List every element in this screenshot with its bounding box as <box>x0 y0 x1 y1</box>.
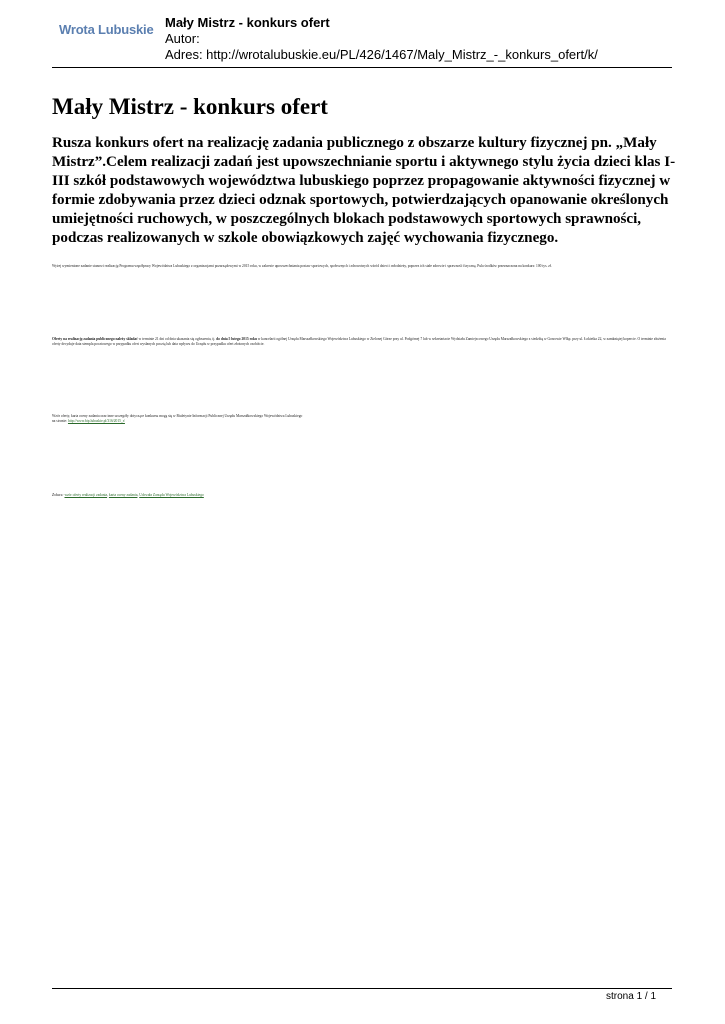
deadline-rest: w kancelarii ogólnej Urzędu Marszałkowskiego Województwa Lubuskiego w Zielonej Górze przy ul. Podgórnej 7 lub w sekretariacie Wydziału Zamiejscowego Urzędu Marszałkowskiego z siedzibą w Gorzowie Wlkp. przy ul. Łokietka 22, w zamkniętej kopercie. O terminie złożenia oferty decyduje data stempla pocztowego w przypadku ofert wysłanych pocztą lub data wpływu do Urzędu w przypadku ofert złożonych osobiście. <box>52 337 666 346</box>
header-divider <box>52 67 672 68</box>
bip-text: Wzór oferty, karta oceny zadania oraz inne szczegóły dotyczące konkursu mogą się w Biuletynie Informacji Publicznej Urzędu Marszałkowskiego Województwa Lubuskiego <box>52 414 303 418</box>
print-header <box>165 15 598 63</box>
board-resolution-link[interactable]: Uchwała Zarządu Województwa Lubuskiego <box>139 493 204 497</box>
bip-link[interactable]: http://www.bip.lubuskie.pl/316/2015_r/ <box>67 419 125 423</box>
header-title: Mały Mistrz - konkurs ofert <box>165 15 330 30</box>
see-also-prefix: Zobacz: <box>52 493 65 497</box>
evaluation-card-link[interactable]: karta oceny zadania <box>108 493 138 497</box>
bip-prefix: na stronie: <box>52 419 68 423</box>
deadline-date: do dnia 5 lutego 2015 roku <box>216 337 257 341</box>
deadline-intro: Oferty na realizację zadania publicznego należy składać <box>52 337 138 341</box>
header-address: Adres: http://wrotalubuskie.eu/PL/426/1467/Maly_Mistrz_-_konkurs_ofert/k/ <box>165 47 598 62</box>
article-title: Mały Mistrz - konkurs ofert <box>52 94 328 119</box>
see-also-sep-2: , <box>137 493 140 497</box>
article-lead: Rusza konkurs ofert na realizację zadania publicznego z obszarze kultury fizycznej pn. „Mały Mistrz”.Celem realizacji zadań jest upowszechnianie sportu i aktywnego stylu życia dzieci klas I-III szkół podstawowych województwa lubuskiego poprzez propagowanie aktywności fizycznej w formie zdobywania przez dzieci odznak sportowych, potwierdzających opanowanie określonych umiejętności ruchowych, w poszczególnych blokach podstawowych sportowych sprawności, podczas realizowanych w szkole obowiązkowych zajęć wychowania fizycznego. <box>52 135 676 246</box>
article-paragraph-program: Wyżej wymienione zadanie stanowi realizację Programu współpracy Województwa Lubuskiego z organizacjami pozarządowymi w 2015 roku, w zakresie upowszechniania postaw sportowych, społecznych i zdrowotnych wśród dzieci i młodzieży, poprzez ich stałe zdrowie i sprawność fizyczną. Pula środków przeznaczona na konkurs: 100 tys. zł. <box>52 264 552 268</box>
footer-divider <box>52 988 672 989</box>
article-paragraph-bip <box>52 414 472 424</box>
article-paragraph-see-also <box>52 493 472 498</box>
site-logo: Wrota Lubuskie <box>59 22 154 37</box>
page-number: strona 1 / 1 <box>606 991 657 1002</box>
see-also-sep-1: , <box>107 493 109 497</box>
offer-template-link[interactable]: wzór oferty realizacji zadania <box>64 493 108 497</box>
article-paragraph-deadline <box>52 337 672 347</box>
deadline-mid: w terminie 21 dni od dnia ukazania się ogłoszenia, tj. <box>137 337 217 341</box>
header-author: Autor: <box>165 31 200 46</box>
